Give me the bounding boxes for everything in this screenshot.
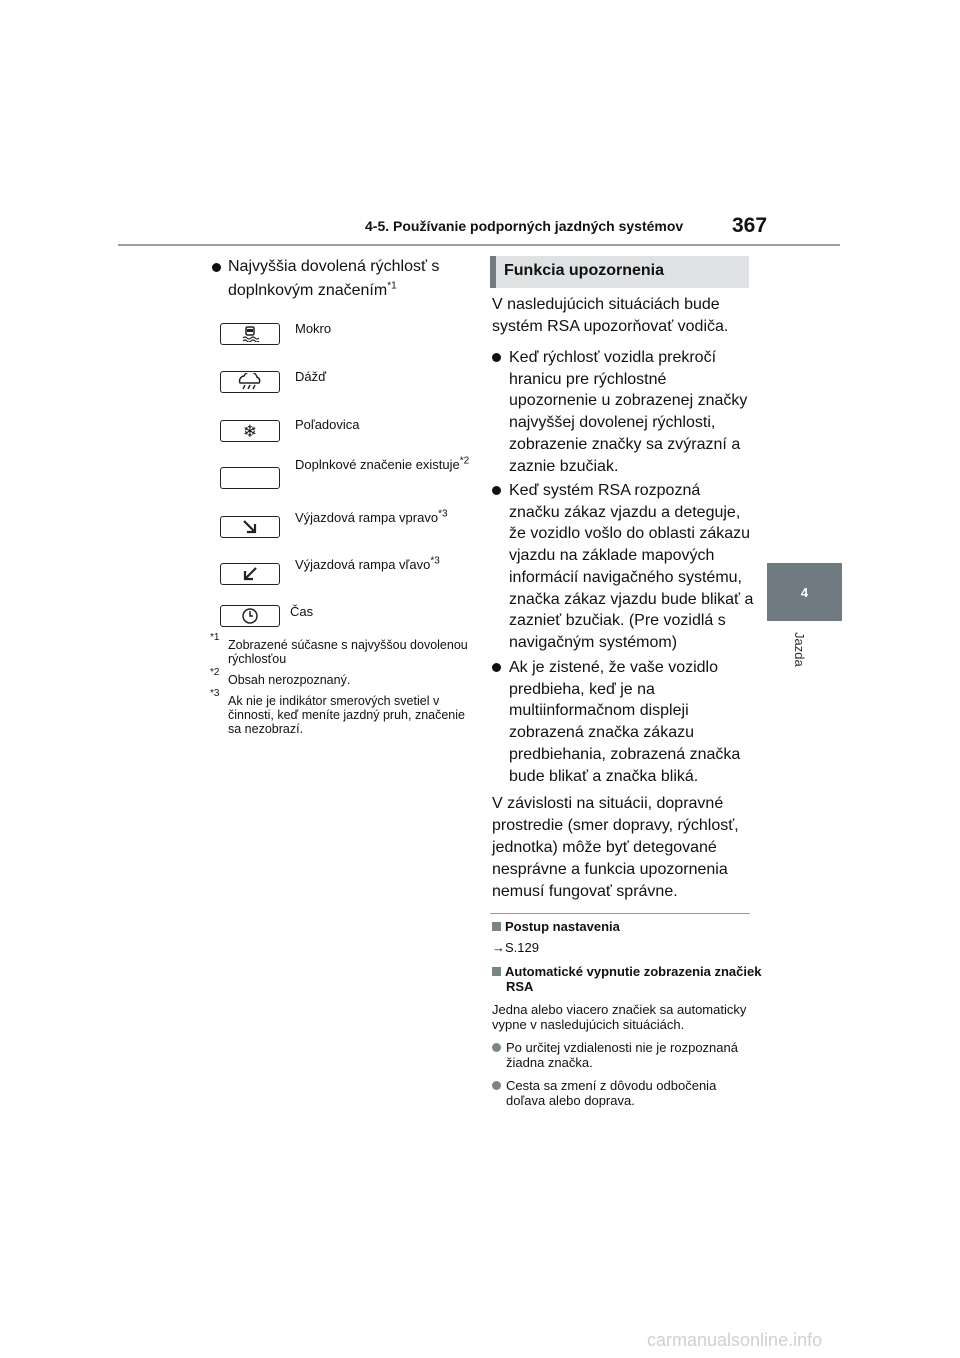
blank-sign-icon (220, 467, 280, 489)
square-bullet-icon (492, 922, 501, 931)
rain-cloud-icon (220, 371, 280, 393)
sign-label-ice: Poľadovica (295, 417, 360, 432)
page-number: 367 (732, 214, 768, 237)
list-item: Ak je zistené, že vaše vozidlo predbieha, keď je na multiinformačnom displeji zobrazená značka zákazu predbiehania, zobrazená značka bude blikať a značka bliká. (492, 657, 754, 787)
sign-label-rain: Dážď (295, 369, 327, 384)
sign-label-exit-left: Výjazdová rampa vľavo$^{*3}$ (295, 555, 440, 572)
bullet-dot (492, 486, 501, 495)
arrow-down-right-icon (220, 516, 280, 538)
bullet-dot (492, 663, 501, 672)
bullet-dot (492, 1043, 501, 1052)
footnote: *2 Obsah nerozpoznaný. (210, 667, 351, 687)
list-item: Cesta sa zmení z dôvodu odbočenia doľava alebo doprava. (492, 1078, 754, 1108)
footnote: *1 Zobrazené súčasne s najvyššou dovolenou rýchlosťou (210, 632, 468, 666)
sign-label-exit-right: Výjazdová rampa vpravo$^{*3}$ (295, 508, 448, 525)
closing-paragraph: V závislosti na situácii, dopravné prostredie (smer dopravy, rýchlosť, jednotka) môže byť detegované nesprávne a funkcia upozornenia nemusí fungovať správne. (492, 795, 739, 900)
subheading-auto-off: Automatické vypnutie zobrazenia značiek RSA (492, 964, 768, 994)
lead-bullet (212, 255, 472, 303)
auto-off-paragraph: Jedna alebo viacero značiek sa automaticky vypne v nasledujúcich situáciách. (492, 1002, 747, 1032)
chapter-tab: 4 (767, 563, 842, 621)
list-item: Po určitej vzdialenosti nie je rozpoznaná žiadna značka. (492, 1040, 754, 1070)
wet-road-icon (220, 323, 280, 345)
snowflake-icon: ❄ (220, 420, 280, 442)
list-item: Keď systém RSA rozpozná značku zákaz vjazdu a deteguje, že vozidlo vošlo do oblasti zákazu vjazdu na základe mapových informácií navigačného systému, značka zákaz vjazdu bude blikať a zaznieť bzučiak. (Pre vozidlá s navigačným systémom) (492, 480, 754, 654)
footnote: *3 Ak nie je indikátor smerových svetiel v činnosti, keď meníte jazdný pruh, značenie sa nezobrazí. (210, 688, 465, 736)
bullet-dot (492, 1081, 501, 1090)
subheading-settings: Postup nastavenia (492, 919, 754, 934)
divider (490, 913, 750, 914)
header-rule (118, 244, 840, 246)
list-item: Keď rýchlosť vozidla prekročí hranicu pre rýchlostné upozornenie u zobrazenej značky najvyššej dovolenej rýchlosti, zobrazenie značky sa zvýrazní a zaznie bzučiak. (492, 347, 754, 477)
chapter-label: Jazda (792, 632, 807, 667)
bullet-dot (212, 263, 221, 272)
bullet-dot (492, 353, 501, 362)
sign-label-additional: Doplnkové značenie existuje$^{*2}$ (295, 455, 470, 472)
arrow-down-left-icon (220, 563, 280, 585)
lead-text: Najvyššia dovolená rýchlosť s doplnkovým značením (228, 258, 440, 299)
lead-sup: *1 (387, 280, 397, 292)
square-bullet-icon (492, 967, 501, 976)
sign-label-wet: Mokro (295, 321, 332, 336)
running-header-title: 4-5. Používanie podporných jazdných systémov (365, 218, 684, 234)
clock-icon (220, 605, 280, 627)
section-heading: Funkcia upozornenia (490, 256, 749, 288)
page-reference: →S.129 (492, 940, 539, 955)
intro-paragraph: V nasledujúcich situáciách bude systém RSA upozorňovať vodiča. (492, 296, 729, 335)
watermark: carmanualsonline.info (647, 1330, 823, 1350)
sign-label-time: Čas (290, 604, 314, 619)
footnotes (210, 632, 472, 743)
